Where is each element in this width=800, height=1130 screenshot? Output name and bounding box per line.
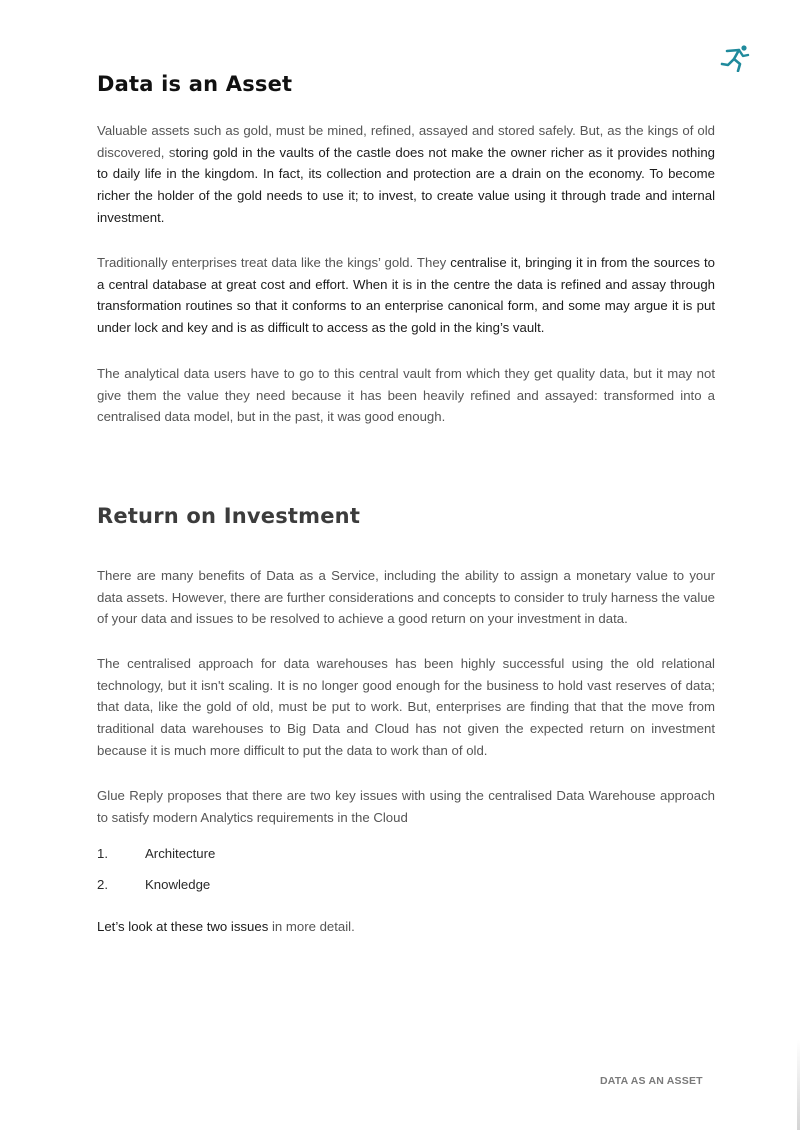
list-item-text: Architecture	[145, 846, 216, 861]
paragraph-kings-gold	[97, 252, 715, 339]
paragraph-text-light: Traditionally enterprises treat data like the kings’ gold. They	[97, 255, 451, 270]
paragraph-daas-benefits: There are many benefits of Data as a Service, including the ability to assign a monetary value to your data assets. However, there are further considerations and concepts to consider to truly harness the value of your data and issues to be resolved to achieve a good return on your investment in data.	[97, 568, 715, 627]
paragraph-gold-assets	[97, 120, 715, 229]
paragraph-text-dark: toring gold in the vaults of the castle does not make the owner richer as it provides nothing to daily life in the kingdom. In fact, its collection and protection are a drain on the economy. To become richer the holder of the gold needs to use it; to invest, to create value using it through trade and internal investment.	[97, 144, 715, 225]
list-item	[97, 846, 215, 877]
footer-label: DATA AS AN ASSET	[600, 1075, 703, 1087]
paragraph-text-dark: centralise it, bringing it in from the sources to a central database at great cost and effort. When it is in the centre the data is refined and assay through transformation routines so that it conforms to an enterprise canonical form, and some may argue it is put under lock and key and is as difficult to access as the gold in the king’s vault.	[97, 255, 715, 336]
section-title-roi: Return on Investment	[97, 504, 361, 528]
paragraph-glue-reply: Glue Reply proposes that there are two key issues with using the centralised Data Warehouse approach to satisfy modern Analytics requirements in the Cloud	[97, 788, 715, 825]
paragraph-text-light: in more detail.	[271, 919, 355, 934]
section-title-data-asset: Data is an Asset	[97, 72, 293, 96]
list-item-text: Knowledge	[145, 877, 211, 892]
paragraph-central-vault: The analytical data users have to go to this central vault from which they get quality data, but it may not give them the value they need because it has been heavily refined and assayed: transformed into a centralised data model, but in the past, it was good enough.	[97, 366, 715, 425]
paragraph-text-light: Valuable assets such as gold, must be mined, refined, assayed and stored safely. But, as the kings of old discovered, s	[97, 123, 715, 160]
paragraph-text-dark: Let’s look at these two issues	[97, 919, 272, 934]
list-item-number: 2.	[97, 877, 108, 892]
paragraph-closing	[97, 916, 715, 938]
key-issues-list	[97, 846, 215, 908]
list-item-number: 1.	[97, 846, 108, 861]
paragraph-centralised-approach: The centralised approach for data warehouses has been highly successful using the old relational technology, but it isn't scaling. It is no longer good enough for the business to hold vast reserves of data; that data, like the gold of old, must be put to work. But, enterprises are finding that that the move from traditional data warehouses to Big Data and Cloud has not given the expected return on investment because it is much more difficult to put the data to work than of old.	[97, 656, 715, 758]
running-figure-logo-icon	[720, 44, 750, 72]
list-item	[97, 877, 215, 908]
